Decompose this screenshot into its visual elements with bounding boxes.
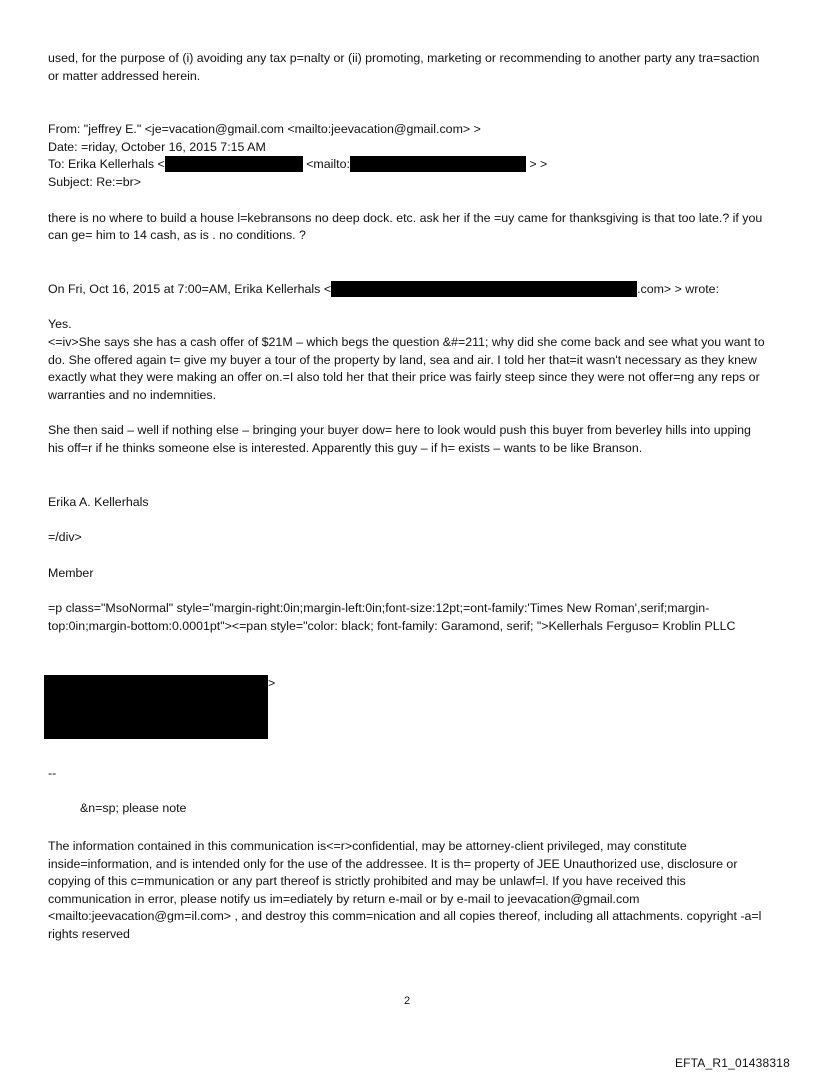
to-line <box>48 156 768 174</box>
redaction-bar <box>165 156 303 172</box>
signature-name: Erika A. Kellerhals <box>48 494 149 509</box>
please-note-line: &n=sp; please note <box>80 801 187 815</box>
page-number: 2 <box>404 995 411 1007</box>
document-id: EFTA_R1_01438318 <box>674 1056 790 1070</box>
to-prefix: To: Erika Kellerhals < <box>48 157 165 172</box>
confidentiality-notice: The information contained in this communication is<=r>confidential, may be attorney-client privileged, may constitute inside=information, and is intended only for the use of the addressee. It is th= property of JEE Unauthorized use, disclosure or copying of this c=mmunication or any part thereof is strictly prohibited and may be unlawf=l. If you have received this communication in error, please notify us im=ediately by return e-mail or by e-mail to jeevacation@gmail.com <mailto:jeevacation@gm=il.com> , and destroy this comm=nication and all copies thereof, including all attachments. copyright -a=l rights reserved <box>48 839 762 941</box>
signature-firm-markup: =p class="MsoNormal" style="margin-right:0in;margin-left:0in;font-size:12pt;=ont-family:'Times New Roman',serif;margin-top:0in;margin-bottom:0.0001pt"><=pan style="color: black; font-family: Garamond, serif; ">Kellerhals Ferguso= Kroblin PLLC <box>48 601 736 633</box>
redaction-block <box>44 675 268 739</box>
signature-separator: -- <box>48 766 57 780</box>
quote-suffix: .com> > wrote: <box>637 281 720 296</box>
quote-prefix: On Fri, Oct 16, 2015 at 7:00=AM, Erika Kellerhals < <box>48 281 332 296</box>
to-suffix: > > <box>529 157 548 172</box>
redaction-bar <box>350 156 526 172</box>
signature-title: Member <box>48 565 94 580</box>
quoted-paragraph-2: She then said – well if nothing else – bringing your buyer dow= here to look would push this buyer from beverley hills into upping his off=r if he thinks someone else is interested. Apparently this guy – if h= exists – wants to be like Branson. <box>48 423 751 455</box>
quote-attribution <box>48 281 768 299</box>
to-mailto: <mailto: <box>306 157 350 172</box>
signature-div-markup: =/div> <box>48 530 82 545</box>
redaction-bar <box>331 281 637 297</box>
date-line: Date: =riday, October 16, 2015 7:15 AM <box>48 139 266 154</box>
quoted-yes: Yes. <box>48 317 72 332</box>
stray-bracket: > <box>268 676 276 690</box>
reply-paragraph: there is no where to build a house l=kebransons no deep dock. etc. ask her if the =uy came for thanksgiving is that too late.? if you can ge= him to 14 cash, as is . no conditions. ? <box>48 210 763 243</box>
subject-line: Subject: Re:=br> <box>48 174 141 189</box>
email-header <box>48 121 768 191</box>
intro-paragraph: used, for the purpose of (i) avoiding any tax p=nalty or (ii) promoting, marketing or recommending to another party any tra=saction or matter addressed herein. <box>48 51 760 83</box>
email-body <box>48 50 768 635</box>
from-line: From: "jeffrey E." <je=vacation@gmail.com <mailto:jeevacation@gmail.com> > <box>48 122 481 137</box>
quoted-paragraph-1: <=iv>She says she has a cash offer of $21M – which begs the question &#=211; why did she come back and see what you want to do. She offered again t= give my buyer a tour of the property by land, sea and air. I told her that=it wasn't necessary as they knew exactly what they were making an offer on.=I also told her that their price was fairly steep since they were not offer=ng any reps or warranties and no indemnities. <box>48 334 765 402</box>
